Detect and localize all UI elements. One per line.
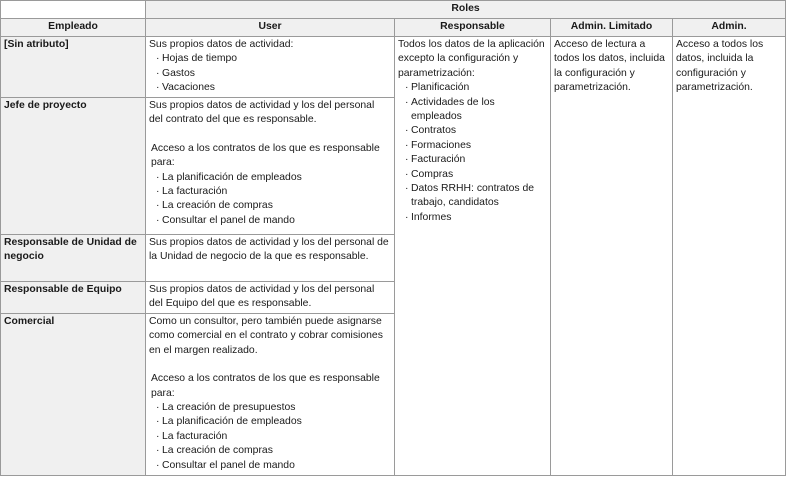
row-label-jefe-proyecto: Jefe de proyecto [1,98,146,235]
list-item: · Consultar el panel de mando [149,459,391,473]
user-cell-comercial [146,314,395,476]
roles-header-row [1,1,786,19]
user-intro: Como un consultor, pero también puede asignarse como comercial en el contrato y cobrar comisiones en el margen realizado. [149,316,383,356]
column-header-admin: Admin. [673,19,786,37]
list-item: · La creación de presupuestos [149,401,391,415]
row-label-responsable-equipo: Responsable de Equipo [1,282,146,314]
list-item: · La creación de compras [149,199,391,213]
column-header-user: User [146,19,395,37]
user-cell-jefe-proyecto [146,98,395,235]
list-item: · Informes [398,211,547,225]
admin-cell: Acceso a todos los datos, incluida la configuración y parametrización. [673,37,786,476]
user-list [149,171,391,229]
responsable-intro: Todos los datos de la aplicación excepto la configuración y parametrización: [398,39,545,79]
list-item: · Formaciones [398,139,547,153]
list-item: · Contratos [398,124,547,138]
column-header-responsable: Responsable [395,19,551,37]
list-item: · Compras [398,168,547,182]
spacer [149,128,391,142]
table-row [1,37,786,98]
list-item: · Actividades de los empleados [398,96,547,125]
column-header-admin-limitado: Admin. Limitado [551,19,673,37]
user-access-intro: Acceso a los contratos de los que es responsable para: [151,142,380,169]
list-item: · La planificación de empleados [149,415,391,429]
user-list [149,401,391,473]
user-access-intro: Acceso a los contratos de los que es responsable para: [151,373,380,399]
list-item: · Datos RRHH: contratos de trabajo, candidatos [398,182,547,211]
list-item: · La planificación de empleados [149,171,391,185]
user-list [149,52,391,95]
list-item: · Hojas de tiempo [149,52,391,66]
row-label-responsable-unidad: Responsable de Unidad de negocio [1,235,146,282]
admin-limitado-cell: Acceso de lectura a todos los datos, incluida la configuración y parametrización. [551,37,673,476]
roles-header: Roles [146,1,786,19]
list-item: · Vacaciones [149,81,391,95]
row-label-comercial: Comercial [1,314,146,476]
user-cell-sin-atributo [146,37,395,98]
spacer [149,358,391,372]
list-item: · La facturación [149,185,391,199]
list-item: · Planificación [398,81,547,95]
list-item: · La creación de compras [149,444,391,458]
row-label-sin-atributo: [Sin atributo] [1,37,146,98]
corner-cell [1,1,146,19]
responsable-cell [395,37,551,476]
list-item: · La facturación [149,430,391,444]
list-item: · Gastos [149,67,391,81]
list-item: · Consultar el panel de mando [149,214,391,228]
user-cell-responsable-unidad: Sus propios datos de actividad y los del personal de la Unidad de negocio de la que es responsable. [146,235,395,282]
user-cell-responsable-equipo: Sus propios datos de actividad y los del personal del Equipo del que es responsable. [146,282,395,314]
responsable-list [398,81,547,225]
column-header-row [1,19,786,37]
user-intro: Sus propios datos de actividad: [149,39,294,50]
list-item: · Facturación [398,153,547,167]
user-intro: Sus propios datos de actividad y los del personal del contrato del que es responsable. [149,100,375,126]
column-header-empleado: Empleado [1,19,146,37]
